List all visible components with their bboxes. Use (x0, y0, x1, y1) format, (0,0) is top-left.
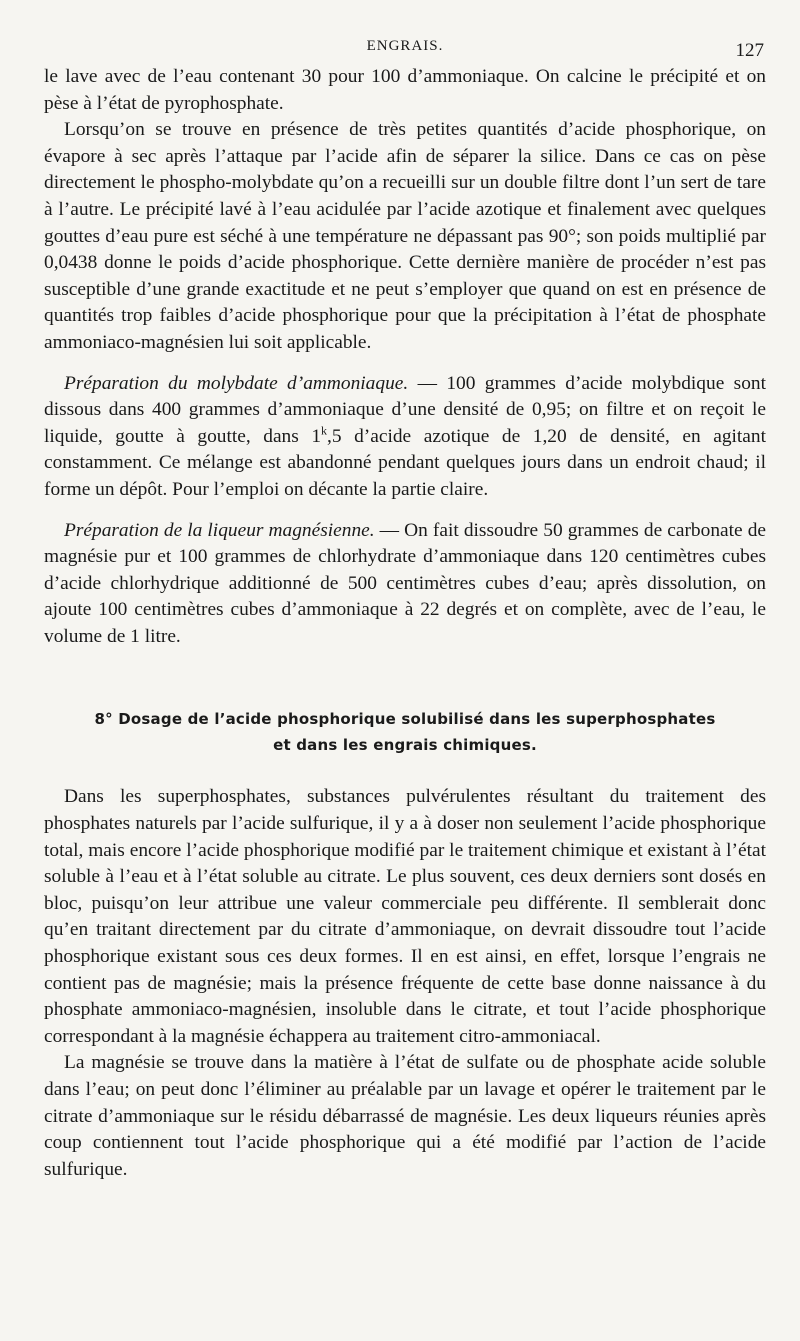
section-gap (44, 650, 766, 706)
kilogram-superscript: k (321, 423, 328, 438)
section-heading-line1: 8° Dosage de l’acide phosphorique solubilisé dans les superphosphates (94, 710, 716, 729)
paragraph-superphosphates: Dans les superphosphates, substances pulvérulentes résultant du traitement des phosphates naturels par l’acide sulfurique, il y a à doser non seulement l’acide phosphorique total, mais encore l’acide phosphorique modifié par le traitement chimique et existant à l’état soluble à l’eau et à l’état soluble au citrate. Le plus souvent, ces deux derniers sont dosés en bloc, puisqu’on leur attribue une valeur commerciale peu différente. Il semblerait donc qu’en traitant directement par du citrate d’ammoniaque, on devrait dissoudre tout l’acide phosphorique existant sous ces deux formes. Il en est ainsi, en effet, lorsque l’engrais ne contient pas de magnésie; mais la présence fréquente de cette base donne naissance à du phosphate ammoniaco-magnésien, insoluble dans le citrate, et tout l’acide phosphorique correspondant à la magnésie échappera au traitement citro-ammoniacal. (44, 786, 766, 1047)
section-heading-line2: et dans les engrais chimiques. (273, 736, 537, 755)
paragraph-magnesia: La magnésie se trouve dans la matière à l’état de sulfate ou de phosphate acide soluble dans l’eau; on peut donc l’éliminer au préalable par un lavage et opérer le traitement par le citrate d’ammoniaque sur le résidu débarrassé de magnésie. Les deux liqueurs réunies après coup contiennent tout l’acide phosphorique qui a été modifié par l’action de l’acide sulfurique. (44, 1052, 766, 1180)
body-text (44, 64, 766, 1183)
molybdate-text-part1: — 100 grammes d’acide molybdique sont dissous dans 400 grammes d’ammoniaque d’une densité de 0,95; on filtre et on reçoit le liquide, goutte à goutte, dans 1 (44, 372, 766, 447)
running-title: ENGRAIS. (366, 38, 444, 54)
paragraph-small-quantities: Lorsqu’on se trouve en présence de très petites quantités d’acide phosphorique, on évapore à sec après l’attaque par l’acide afin de séparer la silice. Dans ce cas on pèse directement le phospho-molybdate qu’on a recueilli sur un double filtre dont l’un sert de tare à l’autre. Le précipité lavé à l’eau acidulée par l’acide azotique et finalement avec quelques gouttes d’eau pure est séché à une température ne dépassant pas 90°; son poids multiplié par 0,0438 donne le poids d’acide phosphorique. Cette dernière manière de procéder n’est pas susceptible d’une grande exactitude et ne peut s’employer que quand on est en présence de quantités trop faibles d’acide phosphorique pour que la précipitation à l’état de phosphate ammoniaco-magnésien lui soit applicable. (44, 119, 766, 353)
section-heading (44, 706, 766, 758)
paragraph-gap (44, 357, 766, 371)
molybdate-text-part2: ,5 d’acide azotique de 1,20 de densité, en agitant constamment. Ce mélange est abandonné pendant quelques jours dans un endroit chaud; il forme un dépôt. Pour l’emploi on décante la partie claire. (44, 425, 766, 500)
magnesian-heading: Préparation de la liqueur magnésienne. (64, 519, 375, 541)
molybdate-heading: Préparation du molybdate d’ammoniaque. (64, 372, 409, 394)
paragraph-continuation: le lave avec de l’eau contenant 30 pour 100 d’ammoniaque. On calcine le précipité et on pèse à l’état de pyrophosphate. (44, 66, 766, 114)
section-gap (44, 758, 766, 784)
paragraph-gap (44, 504, 766, 518)
running-head (44, 34, 766, 64)
page-number: 127 (735, 40, 764, 61)
paragraph-molybdate-preparation (44, 371, 766, 504)
paragraph-magnesian-liquor (44, 518, 766, 651)
magnesian-text: — On fait dissoudre 50 grammes de carbonate de magnésie pur et 100 grammes de chlorhydrate d’ammoniaque dans 120 centimètres cubes d’acide chlorhydrique additionné de 500 centimètres cubes d’eau; après dissolution, on ajoute 100 centimètres cubes d’ammoniaque à 22 degrés et on complète, avec de l’eau, le volume de 1 litre. (44, 519, 766, 647)
